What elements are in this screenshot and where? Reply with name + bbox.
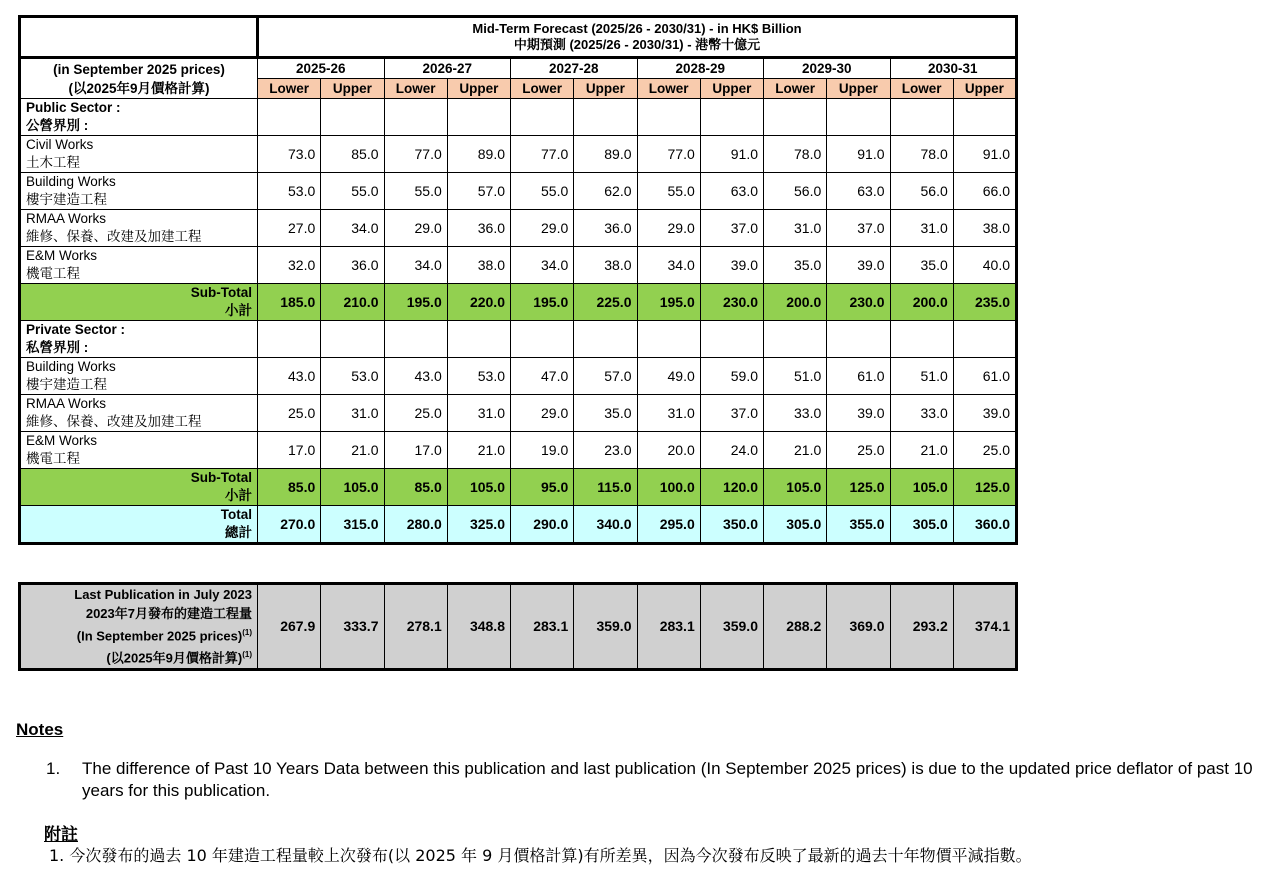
- subtotal-row-label-en: Sub-Total: [190, 470, 252, 485]
- value-cell: 33.0: [764, 395, 827, 432]
- section-label: [20, 99, 258, 136]
- value-cell: 39.0: [827, 395, 890, 432]
- last-publication-label: [20, 584, 258, 670]
- value-cell: 39.0: [827, 247, 890, 284]
- upper-header: Upper: [700, 79, 763, 99]
- value-cell: 25.0: [384, 395, 447, 432]
- value-cell: [384, 321, 447, 358]
- row-label-en: RMAA Works: [26, 211, 107, 226]
- row-label-zh: 土木工程: [26, 155, 80, 170]
- value-cell: 39.0: [700, 247, 763, 284]
- value-cell: 24.0: [700, 432, 763, 469]
- value-cell: 77.0: [637, 136, 700, 173]
- value-cell: 19.0: [511, 432, 574, 469]
- value-cell: 333.7: [321, 584, 384, 670]
- row-label: [20, 136, 258, 173]
- price-basis-en: (in September 2025 prices): [53, 61, 225, 77]
- row-label: [20, 247, 258, 284]
- value-cell: 77.0: [511, 136, 574, 173]
- value-cell: [511, 99, 574, 136]
- value-cell: 195.0: [384, 284, 447, 321]
- value-cell: [637, 99, 700, 136]
- row-label-en: RMAA Works: [26, 396, 107, 411]
- table-row: [20, 432, 1017, 469]
- value-cell: 78.0: [764, 136, 827, 173]
- value-cell: 29.0: [637, 210, 700, 247]
- value-cell: 61.0: [827, 358, 890, 395]
- value-cell: 35.0: [764, 247, 827, 284]
- value-cell: [700, 321, 763, 358]
- value-cell: 105.0: [321, 469, 384, 506]
- note-text-zh: 1. 今次發布的過去 10 年建造工程量較上次發布(以 2025 年 9 月價格計算)有所差異，因為今次發布反映了最新的過去十年物價平減指數。: [49, 846, 1032, 865]
- note-item: [46, 758, 1266, 802]
- value-cell: 283.1: [511, 584, 574, 670]
- value-cell: 51.0: [764, 358, 827, 395]
- table-row: [20, 173, 1017, 210]
- value-cell: 91.0: [700, 136, 763, 173]
- value-cell: 31.0: [637, 395, 700, 432]
- value-cell: 17.0: [384, 432, 447, 469]
- value-cell: 31.0: [447, 395, 510, 432]
- value-cell: [447, 321, 510, 358]
- value-cell: 29.0: [511, 395, 574, 432]
- year-header: 2029-30: [764, 58, 891, 79]
- section-label-en: Private Sector :: [26, 322, 126, 337]
- value-cell: 63.0: [827, 173, 890, 210]
- lower-header: Lower: [764, 79, 827, 99]
- value-cell: 267.9: [258, 584, 321, 670]
- value-cell: 31.0: [890, 210, 953, 247]
- last-publication-row: [20, 584, 1017, 670]
- value-cell: 63.0: [700, 173, 763, 210]
- value-cell: 31.0: [764, 210, 827, 247]
- row-label: [20, 358, 258, 395]
- table-row: [20, 358, 1017, 395]
- row-label-zh: 維修、保養、改建及加建工程: [26, 414, 202, 429]
- value-cell: 36.0: [321, 247, 384, 284]
- value-cell: [700, 99, 763, 136]
- value-cell: 225.0: [574, 284, 637, 321]
- lower-header: Lower: [384, 79, 447, 99]
- last-publication-line3: (In September 2025 prices)$^{(1)}$: [76, 628, 252, 644]
- row-label-en: Building Works: [26, 174, 116, 189]
- value-cell: [258, 99, 321, 136]
- price-basis-zh: (以2025年9月價格計算): [68, 80, 210, 96]
- value-cell: 34.0: [637, 247, 700, 284]
- notes-title-zh: 附註: [44, 825, 78, 845]
- value-cell: 100.0: [637, 469, 700, 506]
- table-row: [20, 395, 1017, 432]
- value-cell: 315.0: [321, 506, 384, 544]
- last-publication-line2: 2023年7月發布的建造工程量: [85, 606, 252, 621]
- upper-header: Upper: [574, 79, 637, 99]
- row-label-en: E&M Works: [26, 248, 98, 263]
- year-header: 2025-26: [258, 58, 385, 79]
- value-cell: 350.0: [700, 506, 763, 544]
- value-cell: [574, 321, 637, 358]
- value-cell: 91.0: [827, 136, 890, 173]
- value-cell: 23.0: [574, 432, 637, 469]
- value-cell: 25.0: [258, 395, 321, 432]
- value-cell: 283.1: [637, 584, 700, 670]
- value-cell: 35.0: [574, 395, 637, 432]
- value-cell: 91.0: [953, 136, 1016, 173]
- value-cell: 53.0: [321, 358, 384, 395]
- value-cell: 21.0: [447, 432, 510, 469]
- total-row-label-en: Total: [220, 507, 252, 522]
- forecast-title: [258, 17, 1017, 58]
- footnote-mark: (1): [242, 650, 252, 660]
- value-cell: 37.0: [827, 210, 890, 247]
- year-header: 2028-29: [637, 58, 764, 79]
- value-cell: 62.0: [574, 173, 637, 210]
- subtotal-row-label-zh: 小計: [225, 303, 252, 318]
- last-publication-line4: (以2025年9月價格計算)$^{(1)}$: [106, 650, 252, 666]
- value-cell: 61.0: [953, 358, 1016, 395]
- value-cell: 32.0: [258, 247, 321, 284]
- subtotal-row-label-en: Sub-Total: [190, 285, 252, 300]
- value-cell: 73.0: [258, 136, 321, 173]
- value-cell: [321, 321, 384, 358]
- value-cell: 31.0: [321, 395, 384, 432]
- value-cell: 33.0: [890, 395, 953, 432]
- section-header-row: [20, 99, 1017, 136]
- year-header: 2030-31: [890, 58, 1017, 79]
- value-cell: 57.0: [574, 358, 637, 395]
- value-cell: 21.0: [890, 432, 953, 469]
- price-basis-label: [20, 58, 258, 99]
- year-header: 2026-27: [384, 58, 511, 79]
- value-cell: 195.0: [637, 284, 700, 321]
- table-row: [20, 136, 1017, 173]
- last-publication-table: [18, 582, 1018, 671]
- last-publication-line1: Last Publication in July 2023: [74, 587, 252, 602]
- value-cell: 49.0: [637, 358, 700, 395]
- value-cell: [321, 99, 384, 136]
- subtotal-row: [20, 469, 1017, 506]
- value-cell: 278.1: [384, 584, 447, 670]
- value-cell: 359.0: [574, 584, 637, 670]
- value-cell: [447, 99, 510, 136]
- value-cell: [953, 321, 1016, 358]
- value-cell: 37.0: [700, 210, 763, 247]
- value-cell: 34.0: [511, 247, 574, 284]
- total-row-label-zh: 總計: [225, 525, 252, 540]
- value-cell: 55.0: [637, 173, 700, 210]
- value-cell: [384, 99, 447, 136]
- value-cell: 17.0: [258, 432, 321, 469]
- total-row: [20, 506, 1017, 544]
- row-label: [20, 395, 258, 432]
- forecast-title-en: Mid-Term Forecast (2025/26 - 2030/31) - in HK$ Billion: [472, 21, 802, 36]
- value-cell: [574, 99, 637, 136]
- total-row-label: [20, 506, 258, 544]
- value-cell: 56.0: [764, 173, 827, 210]
- value-cell: 105.0: [764, 469, 827, 506]
- lower-header: Lower: [511, 79, 574, 99]
- value-cell: 210.0: [321, 284, 384, 321]
- value-cell: 59.0: [700, 358, 763, 395]
- lower-header: Lower: [890, 79, 953, 99]
- value-cell: 293.2: [890, 584, 953, 670]
- value-cell: 34.0: [321, 210, 384, 247]
- year-header: 2027-28: [511, 58, 638, 79]
- value-cell: 36.0: [574, 210, 637, 247]
- value-cell: 355.0: [827, 506, 890, 544]
- value-cell: 39.0: [953, 395, 1016, 432]
- title-row: [20, 17, 1017, 58]
- value-cell: 85.0: [384, 469, 447, 506]
- table-row: [20, 210, 1017, 247]
- value-cell: 85.0: [321, 136, 384, 173]
- notes-title: Notes: [16, 720, 64, 739]
- value-cell: 25.0: [827, 432, 890, 469]
- value-cell: 230.0: [827, 284, 890, 321]
- forecast-table: [18, 15, 1018, 545]
- value-cell: 78.0: [890, 136, 953, 173]
- row-label-zh: 樓宇建造工程: [26, 192, 107, 207]
- section-label-zh: 公營界別 :: [26, 118, 89, 133]
- section-header-row: [20, 321, 1017, 358]
- year-row: [20, 58, 1017, 79]
- value-cell: 120.0: [700, 469, 763, 506]
- lower-header: Lower: [637, 79, 700, 99]
- value-cell: 29.0: [511, 210, 574, 247]
- value-cell: 374.1: [953, 584, 1016, 670]
- value-cell: 20.0: [637, 432, 700, 469]
- row-label-zh: 機電工程: [26, 451, 80, 466]
- value-cell: 125.0: [953, 469, 1016, 506]
- upper-header: Upper: [321, 79, 384, 99]
- value-cell: 57.0: [447, 173, 510, 210]
- value-cell: 55.0: [321, 173, 384, 210]
- value-cell: 325.0: [447, 506, 510, 544]
- section-label-en: Public Sector :: [26, 100, 121, 115]
- value-cell: 280.0: [384, 506, 447, 544]
- value-cell: 105.0: [890, 469, 953, 506]
- value-cell: [890, 321, 953, 358]
- value-cell: 47.0: [511, 358, 574, 395]
- value-cell: 53.0: [258, 173, 321, 210]
- value-cell: 220.0: [447, 284, 510, 321]
- value-cell: [764, 99, 827, 136]
- table-row: [20, 247, 1017, 284]
- value-cell: 125.0: [827, 469, 890, 506]
- value-cell: 369.0: [827, 584, 890, 670]
- row-label: [20, 210, 258, 247]
- value-cell: 51.0: [890, 358, 953, 395]
- value-cell: 200.0: [890, 284, 953, 321]
- value-cell: 89.0: [574, 136, 637, 173]
- value-cell: 115.0: [574, 469, 637, 506]
- note-number: 1.: [46, 759, 61, 778]
- value-cell: 53.0: [447, 358, 510, 395]
- row-label-en: E&M Works: [26, 433, 98, 448]
- upper-header: Upper: [953, 79, 1016, 99]
- value-cell: 27.0: [258, 210, 321, 247]
- value-cell: 290.0: [511, 506, 574, 544]
- value-cell: 288.2: [764, 584, 827, 670]
- value-cell: 43.0: [384, 358, 447, 395]
- value-cell: 89.0: [447, 136, 510, 173]
- forecast-title-zh: 中期預測 (2025/26 - 2030/31) - 港幣十億元: [513, 37, 761, 52]
- value-cell: [511, 321, 574, 358]
- value-cell: 348.8: [447, 584, 510, 670]
- footnote-mark: (1): [242, 628, 252, 637]
- note-text: The difference of Past 10 Years Data between this publication and last publication (In September 2025 prices) is due to the updated price deflator of past 10 years for this publication.: [82, 759, 1253, 800]
- section-label-zh: 私營界別 :: [26, 340, 89, 355]
- value-cell: 305.0: [764, 506, 827, 544]
- value-cell: 230.0: [700, 284, 763, 321]
- value-cell: 38.0: [953, 210, 1016, 247]
- row-label-zh: 樓宇建造工程: [26, 377, 107, 392]
- value-cell: 21.0: [321, 432, 384, 469]
- value-cell: 55.0: [511, 173, 574, 210]
- row-label-en: Civil Works: [26, 137, 94, 152]
- row-label-zh: 機電工程: [26, 266, 80, 281]
- value-cell: 295.0: [637, 506, 700, 544]
- value-cell: 340.0: [574, 506, 637, 544]
- value-cell: 359.0: [700, 584, 763, 670]
- value-cell: [258, 321, 321, 358]
- value-cell: [764, 321, 827, 358]
- value-cell: 235.0: [953, 284, 1016, 321]
- upper-header: Upper: [447, 79, 510, 99]
- value-cell: [637, 321, 700, 358]
- value-cell: 66.0: [953, 173, 1016, 210]
- value-cell: 56.0: [890, 173, 953, 210]
- row-label-zh: 維修、保養、改建及加建工程: [26, 229, 202, 244]
- row-label: [20, 432, 258, 469]
- value-cell: 55.0: [384, 173, 447, 210]
- subtotal-row-label: [20, 469, 258, 506]
- value-cell: 35.0: [890, 247, 953, 284]
- value-cell: 43.0: [258, 358, 321, 395]
- subtotal-row-label: [20, 284, 258, 321]
- row-label: [20, 173, 258, 210]
- section-label: [20, 321, 258, 358]
- value-cell: 29.0: [384, 210, 447, 247]
- value-cell: 77.0: [384, 136, 447, 173]
- value-cell: 360.0: [953, 506, 1016, 544]
- value-cell: 305.0: [890, 506, 953, 544]
- value-cell: 36.0: [447, 210, 510, 247]
- value-cell: [827, 321, 890, 358]
- value-cell: 25.0: [953, 432, 1016, 469]
- row-label-en: Building Works: [26, 359, 116, 374]
- blank-corner: [20, 17, 258, 58]
- subtotal-row-label-zh: 小計: [225, 488, 252, 503]
- value-cell: 40.0: [953, 247, 1016, 284]
- value-cell: 85.0: [258, 469, 321, 506]
- value-cell: 21.0: [764, 432, 827, 469]
- value-cell: 200.0: [764, 284, 827, 321]
- lower-header: Lower: [258, 79, 321, 99]
- subtotal-row: [20, 284, 1017, 321]
- value-cell: 38.0: [574, 247, 637, 284]
- value-cell: [953, 99, 1016, 136]
- value-cell: 185.0: [258, 284, 321, 321]
- value-cell: 38.0: [447, 247, 510, 284]
- value-cell: 95.0: [511, 469, 574, 506]
- value-cell: 195.0: [511, 284, 574, 321]
- value-cell: 37.0: [700, 395, 763, 432]
- value-cell: [890, 99, 953, 136]
- value-cell: 34.0: [384, 247, 447, 284]
- value-cell: 105.0: [447, 469, 510, 506]
- value-cell: [827, 99, 890, 136]
- value-cell: 270.0: [258, 506, 321, 544]
- upper-header: Upper: [827, 79, 890, 99]
